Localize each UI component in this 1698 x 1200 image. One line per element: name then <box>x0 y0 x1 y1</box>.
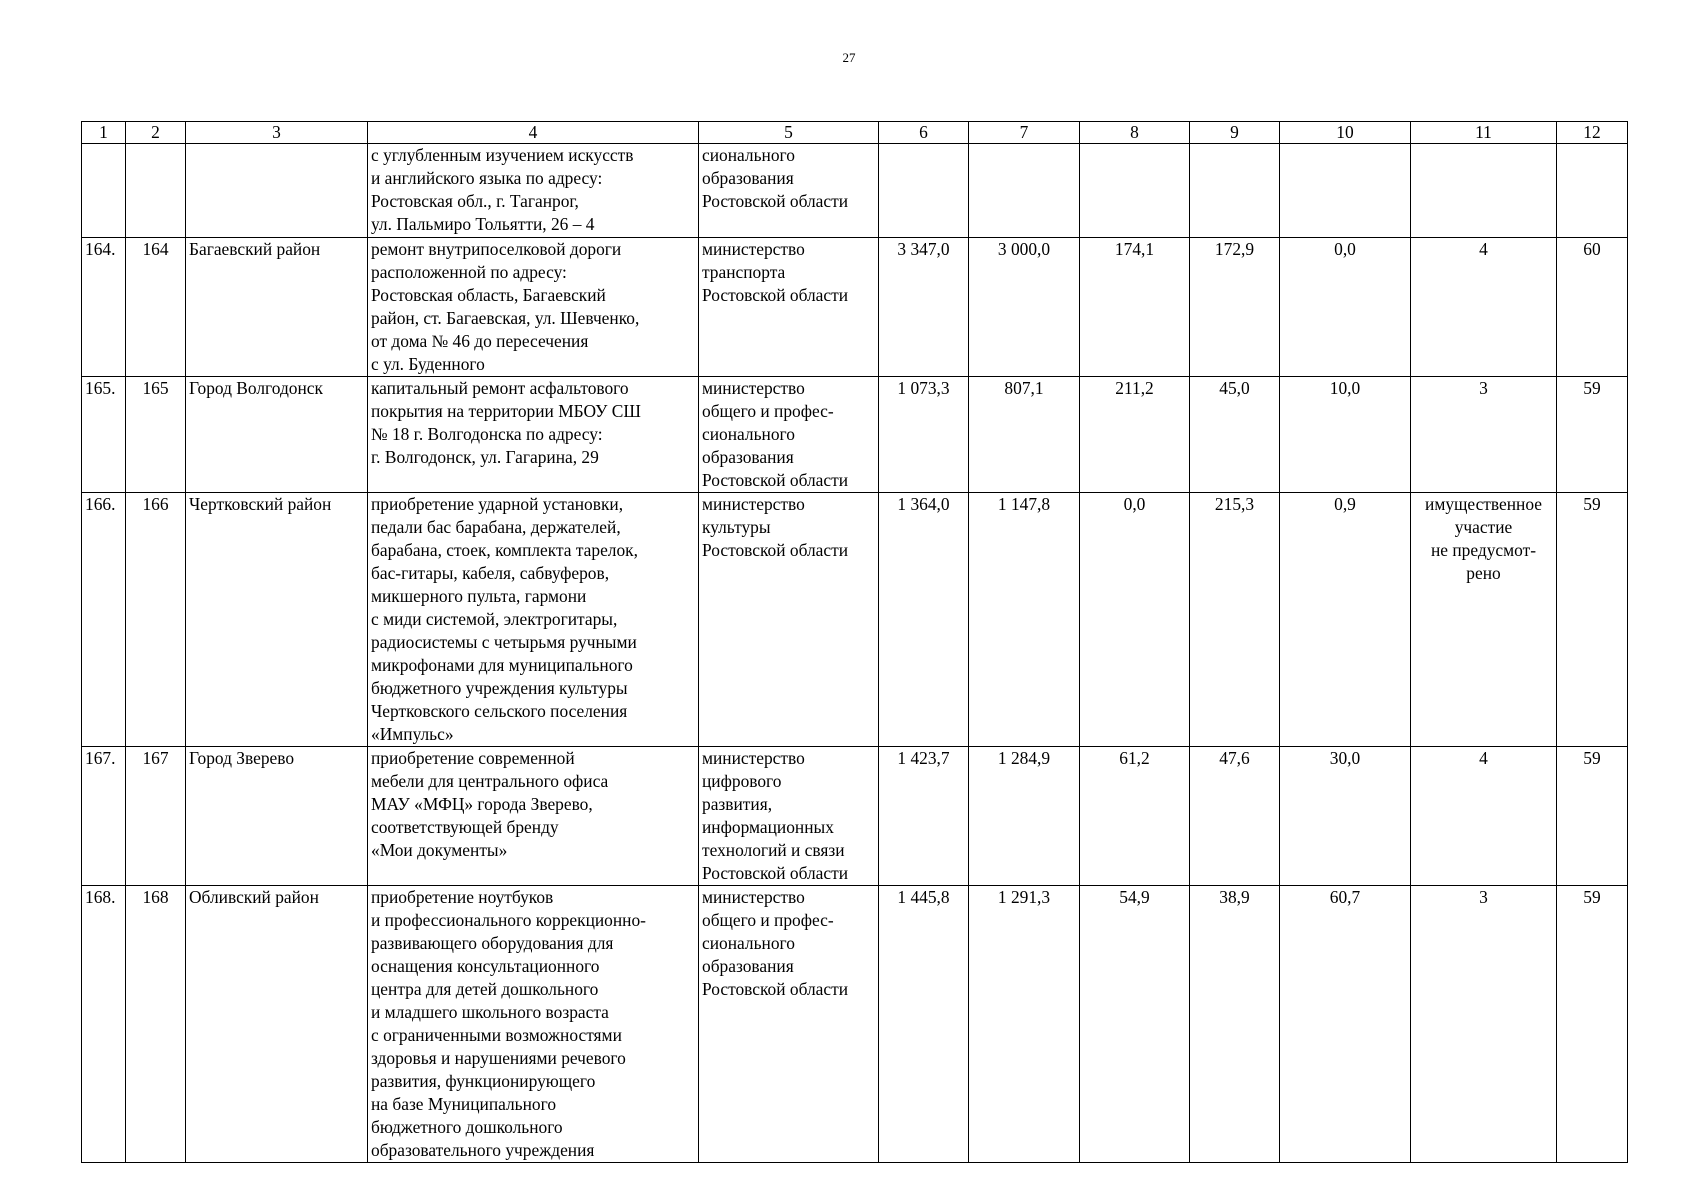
cell-value-10: 0,0 <box>1280 238 1411 377</box>
table-row <box>82 377 1628 493</box>
cell-value-12 <box>1557 144 1628 238</box>
cell-value-6: 1 423,7 <box>879 747 969 886</box>
column-header-9: 9 <box>1190 122 1280 144</box>
cell-value-6: 3 347,0 <box>879 238 969 377</box>
cell-description: приобретение современной мебели для центрального офиса МАУ «МФЦ» города Зверево, соответствующей бренду «Мои документы» <box>368 747 699 886</box>
cell-value-11: 3 <box>1411 377 1557 493</box>
column-header-1: 1 <box>82 122 126 144</box>
cell-description: ремонт внутрипоселковой дороги расположенной по адресу: Ростовская область, Багаевский район, ст. Багаевская, ул. Шевченко, от дома № 46 до пересечения с ул. Буденного <box>368 238 699 377</box>
cell-value-9: 45,0 <box>1190 377 1280 493</box>
cell-ministry: министерство общего и профес- сионального образования Ростовской области <box>699 377 879 493</box>
page-number: 27 <box>842 50 856 65</box>
cell-row-number: 166. <box>82 493 126 747</box>
cell-value-7: 1 284,9 <box>969 747 1080 886</box>
cell-value-6: 1 364,0 <box>879 493 969 747</box>
cell-value-8: 0,0 <box>1080 493 1190 747</box>
cell-value-8: 61,2 <box>1080 747 1190 886</box>
cell-id: 165 <box>126 377 186 493</box>
cell-municipality <box>186 144 368 238</box>
column-header-3: 3 <box>186 122 368 144</box>
cell-value-10: 10,0 <box>1280 377 1411 493</box>
cell-ministry: министерство транспорта Ростовской области <box>699 238 879 377</box>
cell-id: 164 <box>126 238 186 377</box>
cell-value-11: 4 <box>1411 238 1557 377</box>
cell-value-9: 47,6 <box>1190 747 1280 886</box>
cell-description: приобретение ударной установки, педали бас барабана, держателей, барабана, стоек, комплекта тарелок, бас-гитары, кабеля, сабвуферов, микшерного пульта, гармони с миди системой, электрогитары, радиосистемы с четырьмя ручными микрофонами для муниципального бюджетного учреждения культуры Чертковского сельского поселения «Импульс» <box>368 493 699 747</box>
cell-value-12: 59 <box>1557 747 1628 886</box>
cell-municipality: Город Зверево <box>186 747 368 886</box>
column-header-5: 5 <box>699 122 879 144</box>
cell-value-6 <box>879 144 969 238</box>
cell-row-number: 164. <box>82 238 126 377</box>
table-row <box>82 747 1628 886</box>
table-row <box>82 886 1628 1163</box>
data-table <box>81 121 1628 1163</box>
table-row <box>82 144 1628 238</box>
cell-row-number: 168. <box>82 886 126 1163</box>
column-header-7: 7 <box>969 122 1080 144</box>
cell-value-9: 38,9 <box>1190 886 1280 1163</box>
cell-value-9: 172,9 <box>1190 238 1280 377</box>
column-header-10: 10 <box>1280 122 1411 144</box>
cell-id: 166 <box>126 493 186 747</box>
cell-id <box>126 144 186 238</box>
cell-value-11: 4 <box>1411 747 1557 886</box>
column-header-11: 11 <box>1411 122 1557 144</box>
header-row <box>82 122 1628 144</box>
cell-value-12: 59 <box>1557 493 1628 747</box>
cell-row-number: 167. <box>82 747 126 886</box>
cell-value-11 <box>1411 144 1557 238</box>
cell-description: капитальный ремонт асфальтового покрытия на территории МБОУ СШ № 18 г. Волгодонска по адресу: г. Волгодонск, ул. Гагарина, 29 <box>368 377 699 493</box>
cell-value-7 <box>969 144 1080 238</box>
cell-municipality: Обливский район <box>186 886 368 1163</box>
cell-value-10 <box>1280 144 1411 238</box>
cell-description: приобретение ноутбуков и профессионального коррекционно- развивающего оборудования для оснащения консультационного центра для детей дошкольного и младшего школьного возраста с ограниченными возможностями здоровья и нарушениями речевого развития, функционирующего на базе Муниципального бюджетного дошкольного образовательного учреждения <box>368 886 699 1163</box>
cell-value-7: 1 147,8 <box>969 493 1080 747</box>
cell-value-8: 174,1 <box>1080 238 1190 377</box>
cell-value-6: 1 073,3 <box>879 377 969 493</box>
cell-value-9 <box>1190 144 1280 238</box>
cell-municipality: Чертковский район <box>186 493 368 747</box>
column-header-12: 12 <box>1557 122 1628 144</box>
cell-value-12: 59 <box>1557 377 1628 493</box>
cell-value-10: 30,0 <box>1280 747 1411 886</box>
cell-id: 168 <box>126 886 186 1163</box>
cell-ministry: министерство цифрового развития, информационных технологий и связи Ростовской области <box>699 747 879 886</box>
cell-value-12: 60 <box>1557 238 1628 377</box>
cell-municipality: Город Волгодонск <box>186 377 368 493</box>
column-header-6: 6 <box>879 122 969 144</box>
cell-description: с углубленным изучением искусств и английского языка по адресу: Ростовская обл., г. Таганрог, ул. Пальмиро Тольятти, 26 – 4 <box>368 144 699 238</box>
column-header-2: 2 <box>126 122 186 144</box>
cell-value-8 <box>1080 144 1190 238</box>
cell-value-8: 54,9 <box>1080 886 1190 1163</box>
cell-value-7: 3 000,0 <box>969 238 1080 377</box>
column-header-8: 8 <box>1080 122 1190 144</box>
cell-id: 167 <box>126 747 186 886</box>
table-row <box>82 493 1628 747</box>
cell-value-7: 807,1 <box>969 377 1080 493</box>
cell-value-8: 211,2 <box>1080 377 1190 493</box>
cell-value-12: 59 <box>1557 886 1628 1163</box>
cell-value-6: 1 445,8 <box>879 886 969 1163</box>
cell-ministry: сионального образования Ростовской области <box>699 144 879 238</box>
cell-ministry: министерство общего и профес- сионального образования Ростовской области <box>699 886 879 1163</box>
cell-value-11: имущественное участие не предусмот- рено <box>1411 493 1557 747</box>
cell-row-number: 165. <box>82 377 126 493</box>
cell-value-10: 0,9 <box>1280 493 1411 747</box>
column-header-4: 4 <box>368 122 699 144</box>
cell-ministry: министерство культуры Ростовской области <box>699 493 879 747</box>
cell-municipality: Багаевский район <box>186 238 368 377</box>
cell-value-7: 1 291,3 <box>969 886 1080 1163</box>
table-row <box>82 238 1628 377</box>
cell-value-11: 3 <box>1411 886 1557 1163</box>
cell-value-10: 60,7 <box>1280 886 1411 1163</box>
cell-row-number <box>82 144 126 238</box>
cell-value-9: 215,3 <box>1190 493 1280 747</box>
